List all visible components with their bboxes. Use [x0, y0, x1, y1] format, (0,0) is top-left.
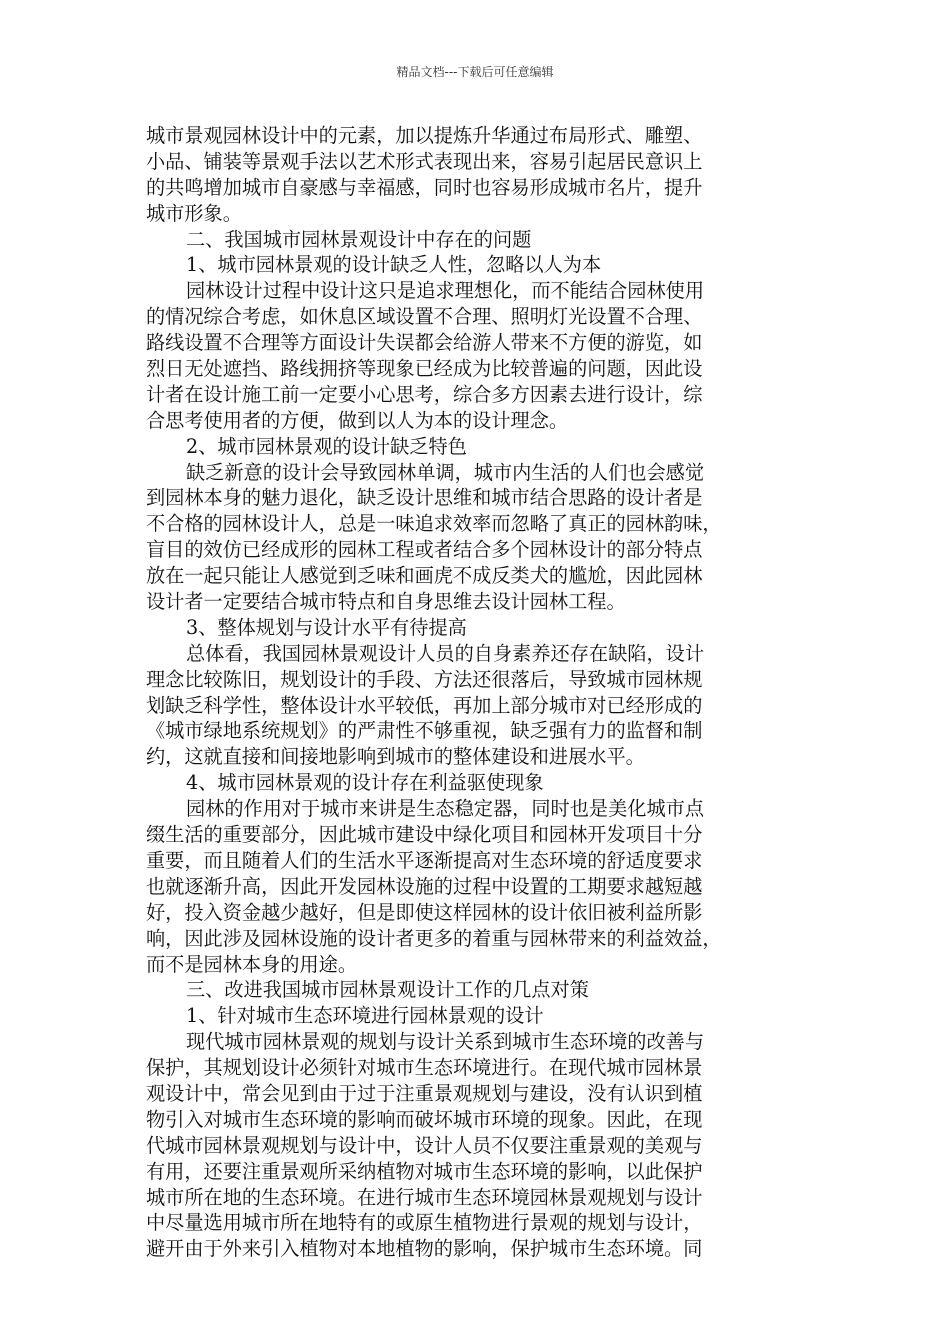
text-line: 约，这就直接和间接地影响到城市的整体建设和进展水平。: [146, 745, 645, 769]
text-line: 烈日无处遮挡、路线拥挤等现象已经成为比较普遍的问题，因此设: [146, 357, 703, 381]
text-line: 园林设计过程中设计这只是追求理想化，而不能结合园林使用: [186, 279, 705, 303]
text-line: 重要，而且随着人们的生活水平逐渐提高对生态环境的舒适度要求: [146, 848, 703, 872]
text-line: 城市形象。: [146, 201, 242, 225]
text-line: 园林的作用对于城市来讲是生态稳定器，同时也是美化城市点: [186, 797, 705, 821]
text-line: 4、城市园林景观的设计存在利益驱使现象: [186, 771, 544, 795]
text-line: 城市景观园林设计中的元素，加以提炼升华通过布局形式、雕塑、: [146, 124, 703, 147]
text-line: 小品、铺装等景观手法以艺术形式表现出来，容易引起居民意识上: [146, 149, 703, 173]
text-line: 1、针对城市生态环境进行园林景观的设计: [186, 1004, 544, 1028]
text-line: 1、城市园林景观的设计缺乏人性，忽略以人为本: [186, 253, 602, 277]
text-line: 观设计中，常会见到由于过于注重景观规划与建设，没有认识到植: [146, 1081, 703, 1105]
text-line: 代城市园林景观规划与设计中，设计人员不仅要注重景观的美观与: [146, 1133, 703, 1157]
text-line: 响，因此涉及园林设施的设计者更多的着重与园林带来的利益效益，: [146, 926, 722, 950]
text-line: 合思考使用者的方便，做到以人为本的设计理念。: [146, 408, 569, 432]
text-line: 物引入对城市生态环境的影响而破坏城市环境的现象。因此，在现: [146, 1107, 703, 1131]
text-line: 也就逐渐升高，因此开发园林设施的过程中设置的工期要求越短越: [146, 874, 703, 898]
text-line: 划缺乏科学性，整体设计水平较低，再加上部分城市对已经形成的: [146, 693, 703, 717]
text-line: 保护，其规划设计必须针对城市生态环境进行。在现代城市园林景: [146, 1056, 703, 1080]
text-line: 《城市绿地系统规划》的严肃性不够重视，缺乏强有力的监督和制: [146, 719, 703, 743]
text-line: 到园林本身的魅力退化，缺乏设计思维和城市结合思路的设计者是: [146, 486, 703, 510]
page-header: 精品文档---下载后可任意编辑: [396, 65, 554, 79]
text-line: 总体看，我国园林景观设计人员的自身素养还存在缺陷，设计: [186, 641, 705, 665]
text-line: 而不是园林本身的用途。: [146, 952, 358, 976]
text-line: 避开由于外来引入植物对本地植物的影响，保护城市生态环境。同: [146, 1237, 703, 1261]
text-line: 中尽量选用城市所在地特有的或原生植物进行景观的规划与设计，: [146, 1211, 703, 1235]
text-line: 2、城市园林景观的设计缺乏特色: [186, 434, 467, 458]
text-line: 城市所在地的生态环境。在进行城市生态环境园林景观规划与设计: [146, 1185, 703, 1209]
text-line: 的情况综合考虑，如休息区域设置不合理、照明灯光设置不合理、: [146, 305, 703, 329]
text-line: 二、我国城市园林景观设计中存在的问题: [186, 227, 532, 251]
text-line: 盲目的效仿已经成形的园林工程或者结合多个园林设计的部分特点: [146, 538, 703, 562]
text-line: 设计者一定要结合城市特点和自身思维去设计园林工程。: [146, 590, 626, 614]
text-line: 理念比较陈旧，规划设计的手段、方法还很落后，导致城市园林规: [146, 667, 703, 691]
text-line: 缺乏新意的设计会导致园林单调，城市内生活的人们也会感觉: [186, 460, 705, 484]
text-line: 不合格的园林设计人，总是一味追求效率而忽略了真正的园林韵味，: [146, 512, 722, 536]
text-line: 有用，还要注重景观所采纳植物对城市生态环境的影响，以此保护: [146, 1159, 703, 1183]
text-line: 3、整体规划与设计水平有待提高: [186, 615, 467, 639]
text-line: 好，投入资金越少越好，但是即使这样园林的设计依旧被利益所影: [146, 900, 703, 924]
text-line: 现代城市园林景观的规划与设计关系到城市生态环境的改善与: [186, 1030, 705, 1054]
text-line: 的共鸣增加城市自豪感与幸福感，同时也容易形成城市名片，提升: [146, 175, 703, 199]
text-line: 缀生活的重要部分，因此城市建设中绿化项目和园林开发项目十分: [146, 823, 703, 847]
text-line: 计者在设计施工前一定要小心思考，综合多方因素去进行设计，综: [146, 382, 703, 406]
document-body: [146, 123, 806, 1262]
text-line: 放在一起只能让人感觉到乏味和画虎不成反类犬的尴尬，因此园林: [146, 564, 703, 588]
text-line: 三、改进我国城市园林景观设计工作的几点对策: [186, 978, 589, 1002]
text-line: 路线设置不合理等方面设计失误都会给游人带来不方便的游览，如: [146, 331, 703, 355]
